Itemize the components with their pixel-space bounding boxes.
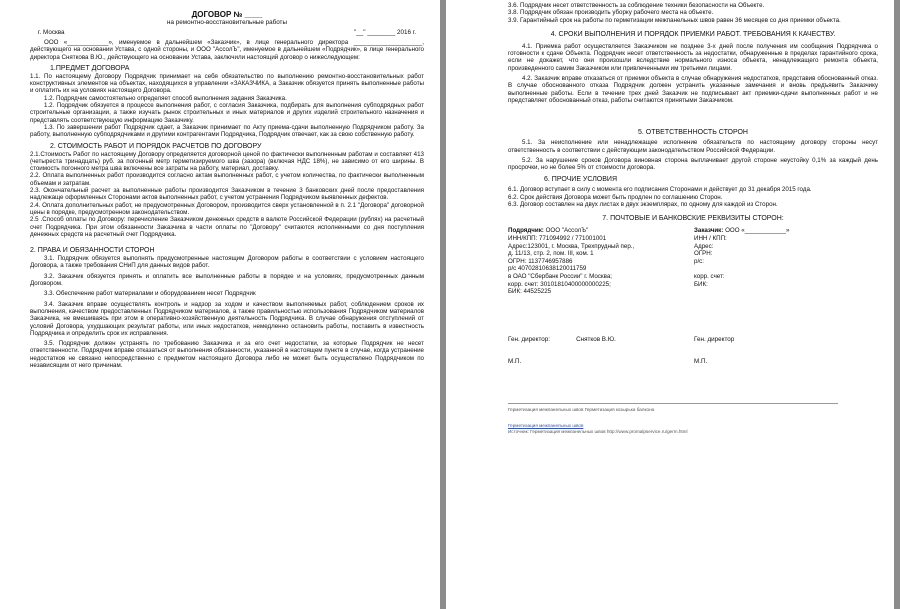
intro-paragraph: ООО «____________», именуемое в дальнейшем «Заказчик», в лице генерального директора ____________________, действующего на основании Устава, с одной стороны, и ООО "АссолЪ", именуемое в дальнейшем «Подрядчик», в лице генерального директора Сняткова В.Ю., действующего на основании Устава, заключили настоящий договор о нижеследующем:: [30, 39, 424, 61]
section-4-title: 4. СРОКИ ВЫПОЛНЕНИЯ И ПОРЯДОК ПРИЕМКИ РАБОТ. ТРЕБОВАНИЯ К КАЧЕСТВУ.: [550, 30, 836, 38]
mp-left: М.П.: [508, 357, 522, 365]
doc-subtitle: на ремонтно-восстановительные работы: [167, 19, 287, 26]
clause-1-2b: 1.2. Подрядчик обязуется в процессе выполнения работ, с согласия Заказчика, подбирать для выполнения субподрядных работ строительные организации, а также изучать рынок строительных и иных материалов и других изделий строительного назначения и представлять соответствующую информацию Заказчику.: [30, 102, 424, 124]
mp-right: М.П.: [694, 357, 708, 365]
customer-label: Заказчик:: [694, 227, 724, 235]
page-edge: [894, 0, 900, 609]
clause-2-4: 2.4. Оплата дополнительных работ, не предусмотренных Договором, производится сверх установленной в п. 2.1 "Договора" договорной цены в порядке, предусмотренном законодательством.: [30, 201, 424, 216]
contractor-requisites: [508, 227, 694, 295]
customer-line: корр. счет:: [694, 272, 725, 280]
footnote-divider: [508, 403, 838, 404]
clause-1-3: 1.3. По завершении работ Подрядчик сдает, а Заказчик принимает по Акту приема-сдачи выполненную Подрядчиком работу. За работу, выполненную субподрядчиками и другими контрагентами Подрядчика, Подрядчик отвечает, как за свою собственную работу.: [30, 123, 424, 139]
contractor-line: Адрес:123001, г. Москва, Трехпрудный пер.,: [508, 242, 635, 250]
footnote-1: Герметизация межпанельных швов Герметизация козырька балкона: [508, 406, 655, 412]
sign-name-left: Снятков В.Ю.: [576, 335, 616, 343]
customer-line: БИК:: [694, 280, 708, 288]
section-1-title: 1.ПРЕДМЕТ ДОГОВОРА: [50, 64, 130, 72]
clause-2-5: 2.5 .Способ оплаты по Договору: перечисление Заказчиком денежных средств в валюте Российской Федерации (рублях) на расчетный счет Подрядчика. При этом обязанности Заказчика в части оплаты по "Договору" считаются исполненными со дня поступления денежных средств на расчетный счет Подрядчика.: [30, 216, 424, 238]
clause-1-1: 1.1. По настоящему Договору Подрядчик принимает на себя обязательство по выполнению ремонтно-восстановительных работ конструктивных элементов на объектах, находящихся в управлении «ЗАКАЗЧИКА, а Заказчик обязуется принять выполненные работы и оплатить их на условиях настоящего Договора.: [30, 72, 424, 95]
contractor-line: в ОАО "Сбербанк России" г. Москва;: [508, 272, 613, 280]
stamp-places: [508, 358, 878, 365]
section-3-title: 2. ПРАВА И ОБЯЗАННОСТИ СТОРОН: [30, 247, 155, 255]
clause-3-4: 3.4. Заказчик вправе осуществлять контроль и надзор за ходом и качеством выполняемых работ, соблюдением сроков их выполнения, качеством предоставленных Подрядчиком материалов, а также правильностью использования Подрядчиком материалов Заказчика, не вмешиваясь при этом в оперативно-хозяйственную деятельность Подрядчика. В случае обнаружения отступлений от условий Договора, ухудшающих результат работы, или иных недостатков, немедленно остановить работы, поставить в известность Подрядчика и определить срок их исправления.: [30, 300, 424, 337]
customer-line: ИНН / КПП:: [694, 234, 727, 242]
contractor-name: ООО "АссолЪ": [545, 227, 589, 235]
customer-requisites: [694, 227, 878, 295]
place-date-row: [30, 29, 424, 37]
section-2-title: 2. СТОИМОСТЬ РАБОТ И ПОРЯДОК РАСЧЕТОВ ПО ДОГОВОРУ: [50, 142, 262, 150]
clause-2-3: 2.3. Окончательный расчет за выполненные работы производится Заказчиком в течение 3 банковских дней после предоставления надлежаще оформленных Сторонами актов выполненных работ, с учетом устранения Подрядчиком выявленных дефектов.: [30, 187, 424, 202]
contractor-line: р/с 40702810638120011759: [508, 265, 587, 273]
clause-3-2: 3.2. Заказчик обязуется принять и оплатить все выполненные работы в порядке и на условиях, предусмотренных данным Договором.: [30, 272, 424, 288]
clause-3-8: 3.8. Подрядчик обязан производить уборку рабочего места на объекте.: [508, 9, 714, 17]
clause-2-2: 2.2. Оплата выполненных работ производится согласно актам выполненных работ, с учетом количества, по фактически выполненным объемам и затратам.: [30, 172, 424, 187]
city: г. Москва: [38, 29, 65, 36]
clause-5-2: 5.2. За нарушение сроков Договора виновная сторона выплачивает другой стороне неустойку 0,1% за каждый день просрочки, но не более 5% от стоимости договора.: [508, 156, 878, 172]
doc-title: ДОГОВОР № ____: [191, 10, 263, 19]
contractor-line: БИК: 44525225: [508, 288, 552, 296]
sign-director-right: Ген. директор: [694, 335, 735, 343]
signatures: [508, 336, 878, 344]
clause-6-2: 6.2. Срок действия Договора может быть продлен по соглашению Сторон.: [508, 193, 723, 201]
clause-6-1: 6.1. Договор вступает в силу с момента его подписания Сторонами и действует до 31 декабря 2015 года.: [508, 186, 812, 194]
clause-3-9: 3.9. Гарантийный срок на работы по герметизации межпанельных швов равен 36 месяцев со дня приемки объекта.: [508, 16, 841, 24]
contractor-line: д. 11/13, стр. 2, пом. III, ком. 1: [508, 250, 594, 258]
section-6-title: 6. ПРОЧИЕ УСЛОВИЯ: [544, 176, 617, 184]
page-left: [0, 0, 440, 609]
page-right: [446, 0, 894, 609]
customer-line: Адрес:: [694, 242, 714, 250]
clause-2-1: 2.1.Стоимость Работ по настоящему Договору определяется договорной ценой по фактически выполненным работам и составляет 413 (четыреста тринадцать) руб. за погонный метр герметизируемого шва (зазора) (включая НДС 18%), не зависимо от его ширины. В стоимость погонного метра шва включены все затраты на работу, материал, доставку.: [30, 150, 424, 173]
contractor-line: ИНН/КПП: 771094992 / 771001001: [508, 234, 607, 242]
clause-3-3: 3.3. Обеспечение работ материалами и оборудованием несет Подрядчик: [44, 290, 256, 298]
section-5-title: 5. ОТВЕТСТВЕННОСТЬ СТОРОН: [638, 129, 748, 137]
clause-3-1: 3.1. Подрядчик обязуется выполнять предусмотренные настоящим Договором работы в соответствии с условием настоящего Договора, а также требования СНиП для данных видов работ.: [30, 255, 424, 270]
customer-name: ООО «____________»: [725, 227, 790, 235]
clause-6-3: 6.3. Договор составлен на двух листах в двух экземплярах, по одному для каждой из Сторон.: [508, 201, 778, 209]
clause-1-2a: 1.2. Подрядчик самостоятельно определяет способ выполнения задания Заказчика.: [44, 94, 287, 102]
clause-4-1: 4.1. Приемка работ осуществляется Заказчиком не позднее 3-х дней после получения им сообщения Подрядчика о готовности к сдаче Объекта. Подрядчик несет ответственность за недостатки, обнаруженные в пределах гарантийного срока, если не докажет, что они произошли вследствие нормального износа объекта, ненадлежащего ремонта объекта, произведенного самим Заказчиком или привлеченными им третьими лицами.: [508, 42, 878, 72]
date: "__" ________ 2016 г.: [353, 29, 416, 36]
clause-3-5: 3.5. Подрядчик должен устранять по требованию Заказчика и за его счет недостатки, за которые Подрядчик не несет ответственности. Подрядчик вправе отказаться от выполнения обязанности, указанной в настоящем пункте в случае, когда устранение недостатков не связано непосредственно с предметом настоящего Договора либо не может быть осуществлено Подрядчиком по независящим от него причинам.: [30, 340, 424, 369]
customer-line: р/с:: [694, 257, 704, 265]
sign-director-left: Ген. директор:: [508, 335, 551, 343]
clause-3-6: 3.6. Подрядчик несет ответственность за соблюдение техники безопасности на Объекте.: [508, 2, 765, 9]
clause-4-2: 4.2. Заказчик вправе отказаться от приемки объекта в случае обнаружения недостатков, представив обоснованный отказ. В случае обоснованного отказа Подрядчик должен устранить указанные замечания и вновь предъявить Заказчику выполненные работы. Если в течение трех дней Заказчик не подписывает акт приемки-сдачи выполненных работ и не представляет обоснованный отказ, работы считаются принятыми Заказчиком.: [508, 75, 878, 104]
footnote-source[interactable]: Источник: Герметизация межпанельных швов http://www.promalpservice.ru/germ.html: [508, 428, 688, 434]
section-7-title: 7. ПОЧТОВЫЕ И БАНКОВСКИЕ РЕКВИЗИТЫ СТОРОН:: [602, 215, 784, 223]
requisites: [508, 227, 878, 295]
contractor-label: Подрядчик:: [508, 227, 544, 235]
clause-5-1: 5.1. За неисполнение или ненадлежащее исполнение обязательств по настоящему договору стороны несут ответственность в соответствии с действующим законодательством Российской Федерации.: [508, 139, 878, 154]
contractor-line: ОГРН: 1137746957886: [508, 257, 573, 265]
customer-line: ОГРН:: [694, 250, 713, 258]
contractor-line: корр. счет: 30101810400000000225;: [508, 280, 611, 288]
footnote-link[interactable]: Герметизация межпанельных швов: [508, 422, 584, 428]
